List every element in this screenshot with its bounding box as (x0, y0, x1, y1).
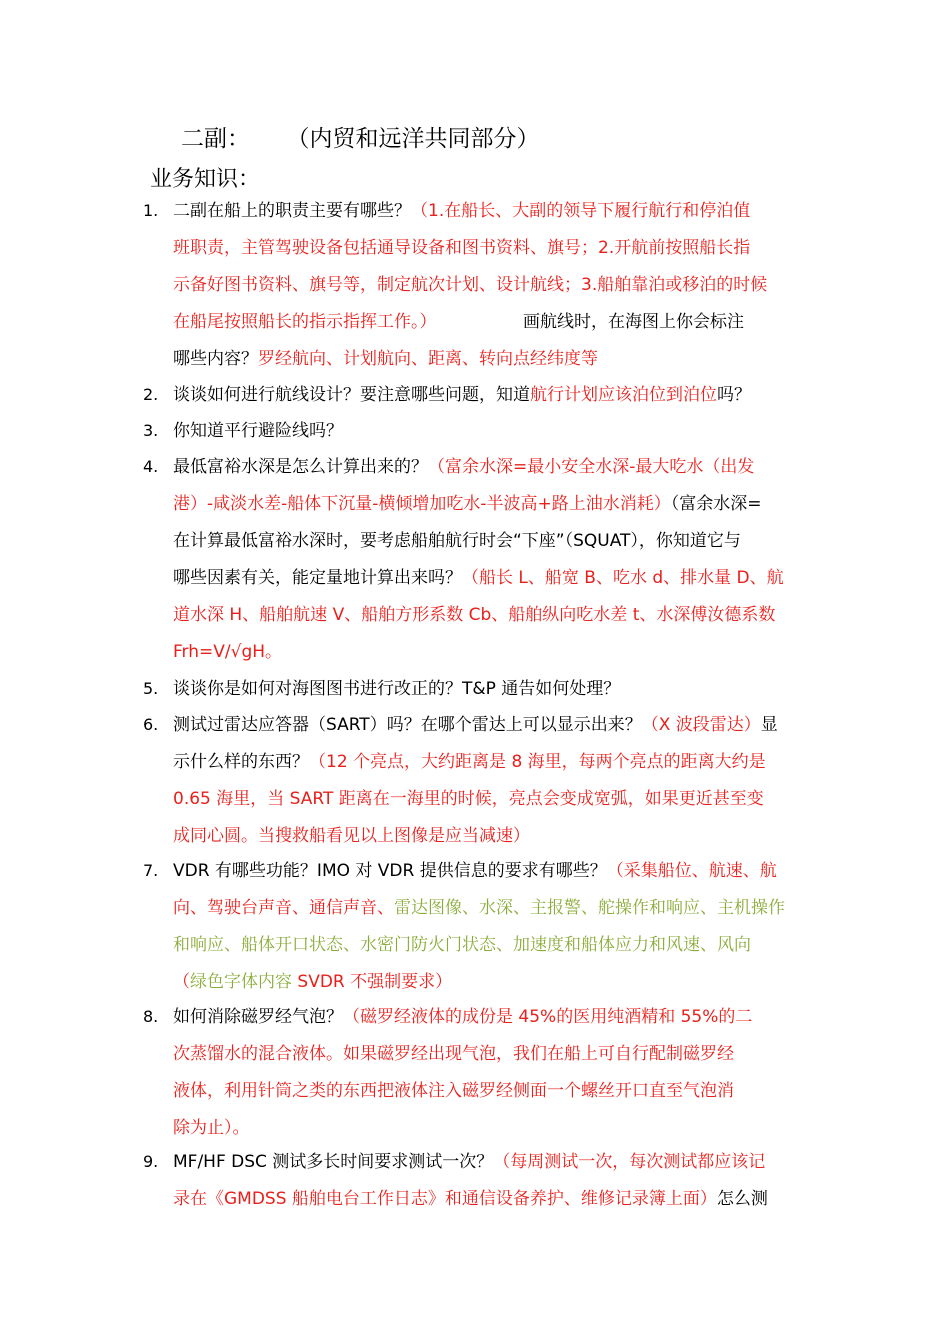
item-line (173, 492, 762, 516)
item-line (173, 347, 598, 371)
item-line (173, 529, 741, 553)
text-run: 吗？ (717, 385, 751, 405)
text-run: MF/HF DSC 测试多长时间要求测试一次？ (173, 1152, 494, 1172)
item-line (173, 273, 767, 297)
text-run: （每周测试一次，每次测试都应该记 (493, 1152, 766, 1172)
text-run: （富余水深= (670, 494, 762, 514)
item-line (173, 787, 764, 811)
text-run: 二副在船上的职责主要有哪些？ (173, 201, 411, 221)
text-run: 道水深 H、船舶航速 V、船舶方形系数 Cb、船舶纵向吃水差 t、水深傅汝德系数 (173, 605, 776, 625)
text-run: 除为止）。 (173, 1118, 250, 1138)
item-line (173, 933, 751, 957)
item-line (173, 677, 620, 701)
text-run: 录在《GMDSS 船舶电台工作日志》和通信设备养护、维修记录簿上面） (173, 1189, 717, 1209)
text-run: 航行计划应该泊位到泊位 (530, 385, 717, 405)
text-run: 在船尾按照船长的指示指挥工作。） (173, 312, 437, 332)
text-run: （ (173, 972, 190, 992)
text-run: 如何消除磁罗经气泡？ (173, 1007, 343, 1027)
item-line (173, 603, 775, 627)
text-run: 你知道平行避险线吗？ (173, 421, 343, 441)
item-line (173, 383, 751, 407)
text-run: （船长 L、船宽 B、吃水 d、排水量 D、航 (462, 568, 784, 588)
text-run: （X 波段雷达） (641, 715, 761, 735)
text-run: 0.65 海里，当 SART 距离在一海里的时候，亮点会变成宽弧，如果更近甚至变 (173, 789, 764, 809)
item-number: 9. (143, 1152, 159, 1171)
item-number: 7. (143, 861, 159, 880)
item-line (173, 713, 778, 737)
item-line (173, 970, 452, 994)
item-number: 1. (143, 201, 159, 220)
text-run: 示什么样的东西？ (173, 752, 309, 772)
item-line (173, 455, 754, 479)
text-run: 测试过雷达应答器（SART）吗？在哪个雷达上可以显示出来？ (173, 715, 642, 735)
item-line (173, 310, 744, 334)
text-run: 和响应、船体开口状态、水密门防火门状态、加速度和船体应力和风速、风向 (173, 935, 751, 955)
text-run: 液体，利用针筒之类的东西把液体注入磁罗经侧面一个螺丝开口直至气泡消 (173, 1081, 734, 1101)
text-run: 谈谈如何进行航线设计？要注意哪些问题，知道 (173, 385, 530, 405)
item-line (173, 1150, 765, 1174)
item-line (173, 640, 282, 664)
text-run: （12 个亮点，大约距离是 8 海里，每两个亮点的距离大约是 (309, 752, 766, 772)
text-run: （采集船位、航速、航 (606, 861, 777, 881)
item-line (173, 236, 750, 260)
text-run: 雷达图像、水深、主报警、舵操作和响应、主机操作 (394, 898, 785, 918)
text-run: 谈谈你是如何对海图图书进行改正的？T&P 通告如何处理？ (173, 679, 621, 699)
text-run: 绿色字体内容 (190, 972, 292, 992)
document-title: 二副： （内贸和远洋共同部分） (181, 126, 540, 152)
text-run: 显 (760, 715, 778, 735)
item-number: 6. (143, 715, 159, 734)
item-line (173, 896, 785, 920)
item-line (173, 199, 750, 223)
item-line (173, 1116, 250, 1140)
text-run: VDR 有哪些功能？IMO 对 VDR 提供信息的要求有哪些？ (173, 861, 607, 881)
section-heading: 业务知识： (150, 167, 261, 192)
item-line (173, 859, 777, 883)
text-run: 示备好图书资料、旗号等，制定航次计划、设计航线；3.船舶靠泊或移泊的时候 (173, 275, 768, 295)
item-line (173, 1187, 768, 1211)
item-number: 5. (143, 679, 159, 698)
text-run: SVDR 不强制要求） (292, 972, 453, 992)
item-line (173, 824, 530, 848)
text-run: 画航线时，在海图上你会标注 (436, 312, 744, 332)
item-number: 3. (143, 421, 159, 440)
item-line (173, 419, 343, 443)
text-run: 最低富裕水深是怎么计算出来的？ (173, 457, 428, 477)
item-line (173, 1042, 734, 1066)
item-number: 2. (143, 385, 159, 404)
text-run: 成同心圆。当搜救船看见以上图像是应当减速） (173, 826, 530, 846)
item-number: 4. (143, 457, 159, 476)
item-line (173, 750, 766, 774)
text-run: 怎么测 (716, 1189, 768, 1209)
text-run: 罗经航向、计划航向、距离、转向点经纬度等 (258, 349, 598, 369)
item-number: 8. (143, 1007, 159, 1026)
text-run: 次蒸馏水的混合液体。如果磁罗经出现气泡，我们在船上可自行配制磁罗经 (173, 1044, 734, 1064)
text-run: Frh=V/√gH。 (173, 642, 283, 662)
text-run: （1.在船长、大副的领导下履行航行和停泊值 (411, 201, 751, 221)
item-line (173, 1005, 752, 1029)
text-run: 哪些因素有关，能定量地计算出来吗？ (173, 568, 462, 588)
text-run: （磁罗经液体的成份是 45%的医用纯酒精和 55%的二 (343, 1007, 753, 1027)
text-run: 在计算最低富裕水深时，要考虑船舶航行时会“下座”（SQUAT），你知道它与 (173, 531, 741, 551)
text-run: 哪些内容？ (173, 349, 258, 369)
text-run: 班职责，主管驾驶设备包括通导设备和图书资料、旗号；2.开航前按照船长指 (173, 238, 751, 258)
text-run: 向、驾驶台声音、通信声音、 (173, 898, 394, 918)
text-run: 港）-咸淡水差-船体下沉量-横倾增加吃水-半波高+路上油水消耗） (173, 494, 671, 514)
item-line (173, 566, 784, 590)
text-run: （富余水深=最小安全水深-最大吃水（出发 (428, 457, 755, 477)
item-line (173, 1079, 734, 1103)
